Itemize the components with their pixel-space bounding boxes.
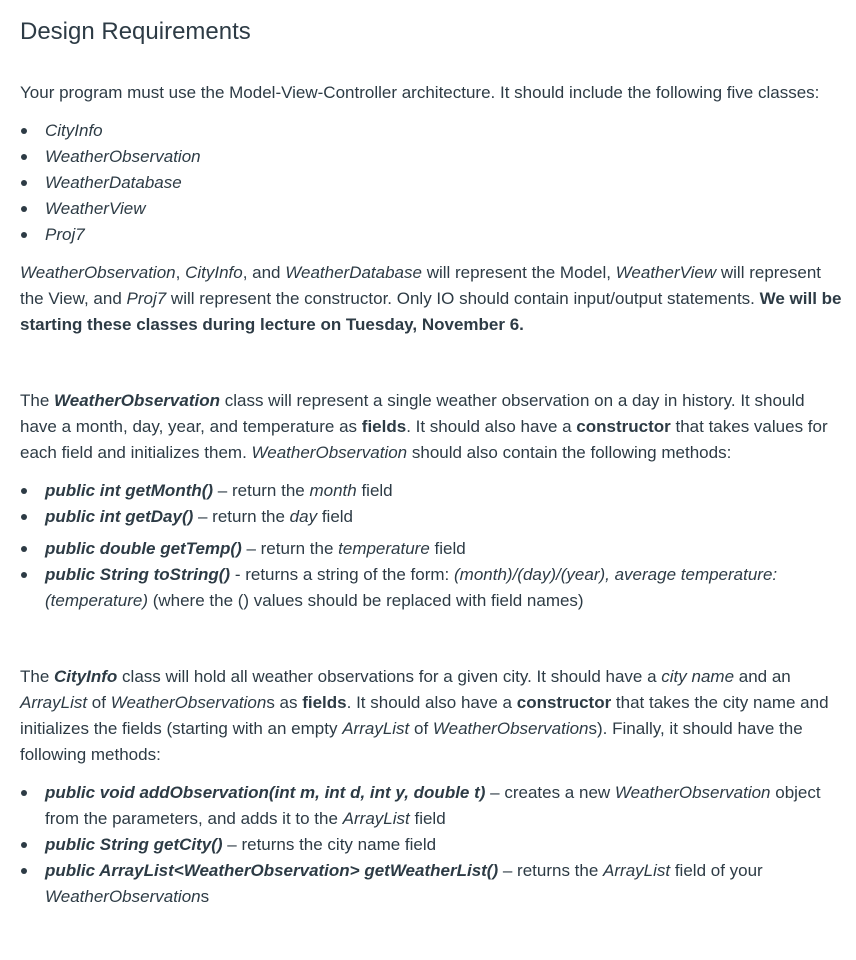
text: object from the parameters, and adds it to the [45, 783, 821, 828]
text: , and [242, 263, 286, 282]
text: – returns the [498, 861, 604, 880]
list-item [45, 504, 846, 530]
string-form: (month)/(day)/(year), average temperature: (temperature) [45, 565, 778, 610]
text: - returns a string of the form: [230, 565, 455, 584]
text: that takes values for each field and initializes them. [20, 417, 828, 462]
class-list [20, 118, 846, 248]
text: will represent the constructor. Only IO should contain input/output statements. [166, 289, 760, 308]
keyword: fields [302, 693, 347, 712]
text: field [409, 809, 446, 828]
class-name: WeatherObservation [45, 887, 201, 906]
type-name: ArrayList [20, 693, 88, 712]
text: – return the [213, 481, 310, 500]
class-name: WeatherObservation [110, 693, 267, 712]
text: will represent the Model, [421, 263, 616, 282]
class-name: WeatherObservation [45, 147, 201, 166]
class-name: WeatherObservation [251, 443, 408, 462]
text: and an [734, 667, 791, 686]
lecture-notice: We will be starting these classes during lecture on Tuesday, November 6. [20, 289, 842, 334]
text: field of your [670, 861, 763, 880]
method-signature: public ArrayList<WeatherObservation> getWeatherList() [45, 861, 499, 880]
class-name: CityInfo [54, 667, 118, 686]
text: The [20, 667, 55, 686]
class-name: WeatherObservation [54, 391, 220, 410]
method-signature: public String getCity() [45, 835, 223, 854]
type-name: ArrayList [342, 809, 410, 828]
text: should also contain the following methods: [407, 443, 732, 462]
weather-observation-methods-2 [20, 536, 846, 614]
text: that takes the city name and initializes the fields (starting with an empty [20, 693, 829, 738]
text: s as [266, 693, 303, 712]
text: field [429, 539, 466, 558]
class-name: WeatherObservation [614, 783, 771, 802]
field-name: day [289, 507, 318, 526]
text: of [409, 719, 433, 738]
field-name: temperature [338, 539, 430, 558]
class-name: WeatherObservation [432, 719, 589, 738]
list-item [45, 780, 846, 832]
text: . It should also have a [406, 417, 577, 436]
method-signature: public String toString() [45, 565, 231, 584]
list-item [45, 478, 846, 504]
text: – return the [193, 507, 290, 526]
list-item [45, 858, 846, 910]
text: of [87, 693, 111, 712]
text: – returns the city name field [222, 835, 437, 854]
class-name: WeatherObservation [20, 263, 176, 282]
text: field [317, 507, 354, 526]
text: . It should also have a [346, 693, 517, 712]
text: , [175, 263, 186, 282]
class-name: WeatherView [45, 199, 146, 218]
intro-paragraph [20, 80, 846, 106]
class-name: Proj7 [45, 225, 85, 244]
list-item [45, 196, 846, 222]
mvc-paragraph [20, 260, 846, 338]
text: The [20, 391, 55, 410]
class-name: CityInfo [185, 263, 243, 282]
list-item [45, 536, 846, 562]
text: will represent the View, and [20, 263, 822, 308]
text: s [200, 887, 210, 906]
text: – return the [241, 539, 339, 558]
weather-observation-methods [20, 478, 846, 530]
class-name: WeatherDatabase [285, 263, 422, 282]
list-item [45, 832, 846, 858]
class-name: WeatherDatabase [45, 173, 182, 192]
list-item [45, 144, 846, 170]
list-item [45, 562, 846, 614]
text: class will represent a single weather observation on a day in history. It should have a month, day, year, and temperature as [20, 391, 805, 436]
text: – creates a new [485, 783, 615, 802]
weather-observation-paragraph [20, 388, 846, 466]
city-info-methods [20, 780, 846, 910]
page-title: Design Requirements [20, 18, 251, 45]
keyword: fields [361, 417, 407, 436]
city-info-paragraph [20, 664, 846, 768]
keyword: constructor [576, 417, 671, 436]
intro-text: Your program must use the Model-View-Controller architecture. It should include the following five classes: [20, 83, 820, 102]
text: field [356, 481, 393, 500]
text: s). Finally, it should have the following methods: [20, 719, 803, 764]
method-signature: public int getMonth() [45, 481, 214, 500]
text: (where the () values should be replaced with field names) [147, 591, 584, 610]
keyword: constructor [516, 693, 612, 712]
list-item [45, 222, 846, 248]
class-name: CityInfo [45, 121, 103, 140]
method-signature: public int getDay() [45, 507, 194, 526]
field-name: month [309, 481, 357, 500]
type-name: ArrayList [603, 861, 671, 880]
field-name: city name [661, 667, 735, 686]
type-name: ArrayList [342, 719, 410, 738]
method-signature: public double getTemp() [45, 539, 242, 558]
list-item [45, 170, 846, 196]
text: class will hold all weather observations for a given city. It should have a [117, 667, 662, 686]
class-name: WeatherView [615, 263, 717, 282]
class-name: Proj7 [126, 289, 167, 308]
method-signature: public void addObservation(int m, int d, int y, double t) [45, 783, 486, 802]
list-item [45, 118, 846, 144]
